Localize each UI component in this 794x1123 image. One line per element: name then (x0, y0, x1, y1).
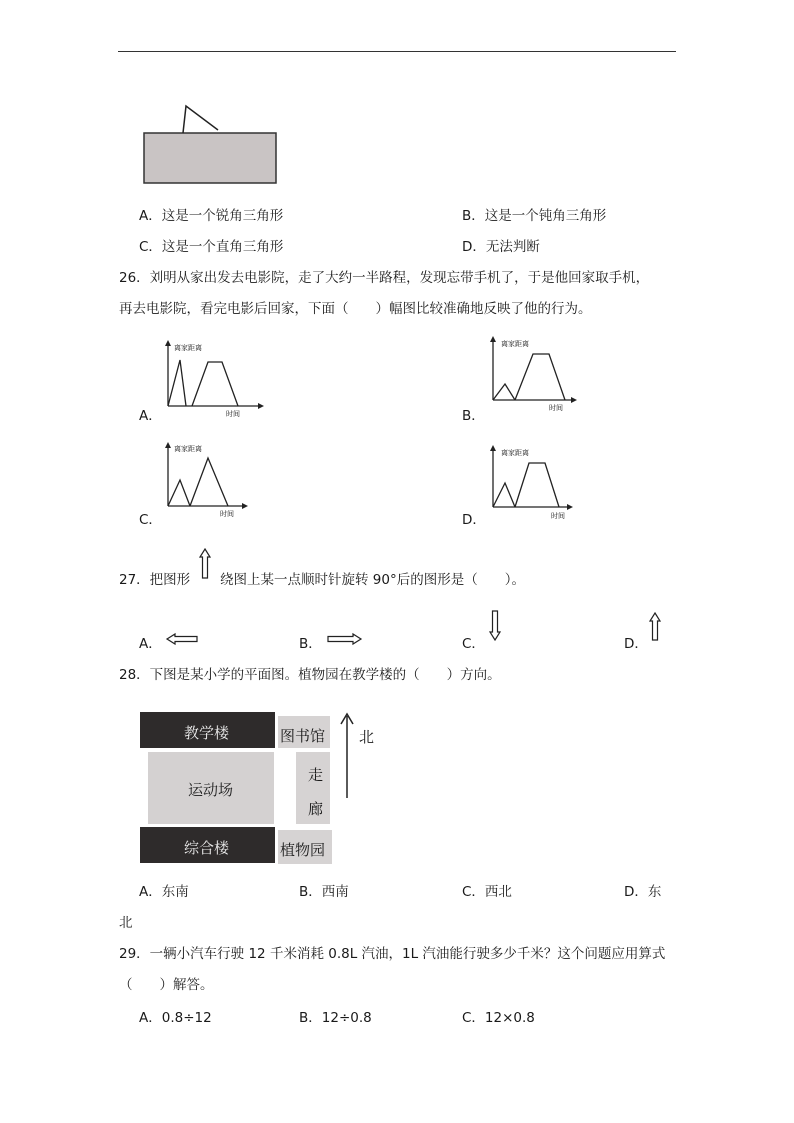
q27-option-c-down-arrow-icon[interactable] (488, 609, 502, 641)
q28-option-a[interactable]: A．东南 (139, 884, 189, 900)
q26-graph-a[interactable] (162, 340, 272, 420)
q27-option-b-right-arrow-icon[interactable] (326, 632, 364, 646)
q29-option-a[interactable]: A．0.8÷12 (139, 1010, 212, 1026)
q27-option-d-up-arrow-icon[interactable] (648, 612, 662, 642)
q27-stem-prefix: 27．把图形 (119, 572, 191, 588)
q27-option-d-label[interactable]: D． (624, 636, 648, 652)
graph-a-ylabel: 离家距离 (174, 344, 202, 352)
q27-option-c-label[interactable]: C． (462, 636, 485, 652)
q26-graph-b[interactable] (487, 336, 597, 416)
q29-option-c[interactable]: C．12×0.8 (462, 1010, 535, 1026)
map-corridor-label-1: 走 (308, 766, 324, 784)
q25-option-a[interactable]: A．这是一个锐角三角形 (139, 208, 284, 224)
q28-option-d[interactable]: D．东 (624, 884, 662, 900)
map-north-arrow-icon (340, 712, 354, 802)
map-playground-label: 运动场 (188, 781, 234, 799)
q27-stem-suffix: 绕图上某一点顺时针旋转 90°后的图形是（ ）。 (220, 572, 525, 588)
q28-option-b[interactable]: B．西南 (299, 884, 349, 900)
q25-option-c[interactable]: C．这是一个直角三角形 (139, 239, 284, 255)
q26-option-a-label[interactable]: A． (139, 408, 162, 424)
graph-d-ylabel: 离家距离 (501, 449, 529, 457)
q25-option-b[interactable]: B．这是一个钝角三角形 (462, 208, 607, 224)
graph-c-ylabel: 离家距离 (174, 445, 202, 453)
q26-option-c-label[interactable]: C． (139, 512, 162, 528)
header-rule (118, 51, 676, 52)
q29-stem-line2: （ ）解答。 (119, 977, 214, 993)
q29-stem-line1: 29．一辆小汽车行驶 12 千米消耗 0.8L 汽油，1L 汽油能行驶多少千米？这个问题应用算式 (119, 946, 666, 962)
map-library-label: 图书馆 (280, 727, 326, 745)
q29-option-b[interactable]: B．12÷0.8 (299, 1010, 372, 1026)
map-complex-building-label: 综合楼 (184, 839, 230, 857)
map-teaching-building-label: 教学楼 (184, 724, 230, 742)
q26-stem-line1: 26．刘明从家出发去电影院，走了大约一半路程，发现忘带手机了，于是他回家取手机， (119, 270, 650, 286)
map-corridor-label-2: 廊 (308, 800, 324, 818)
graph-b-ylabel: 离家距离 (501, 340, 529, 348)
map-north-label: 北 (359, 728, 375, 746)
q27-option-b-label[interactable]: B． (299, 636, 322, 652)
q27-shape-up-arrow-icon (198, 548, 212, 580)
q25-figure (140, 100, 280, 190)
q26-graph-d[interactable] (487, 445, 597, 525)
graph-b-xlabel: 时间 (549, 404, 563, 412)
graph-d-xlabel: 时间 (551, 512, 565, 520)
q28-option-d-wrap[interactable]: 北 (119, 915, 133, 931)
q26-graph-c[interactable] (162, 442, 272, 522)
q25-option-d[interactable]: D．无法判断 (462, 239, 540, 255)
map-garden-label: 植物园 (280, 841, 326, 859)
graph-c-xlabel: 时间 (220, 510, 234, 518)
q26-option-d-label[interactable]: D． (462, 512, 486, 528)
q26-stem-line2: 再去电影院，看完电影后回家，下面（ ）幅图比较准确地反映了他的行为。 (119, 301, 592, 317)
q27-option-a-left-arrow-icon[interactable] (166, 632, 200, 646)
q28-stem: 28．下图是某小学的平面图。植物园在教学楼的（ ）方向。 (119, 667, 501, 683)
graph-a-xlabel: 时间 (226, 410, 240, 418)
q26-option-b-label[interactable]: B． (462, 408, 485, 424)
q27-option-a-label[interactable]: A． (139, 636, 162, 652)
q28-option-c[interactable]: C．西北 (462, 884, 512, 900)
